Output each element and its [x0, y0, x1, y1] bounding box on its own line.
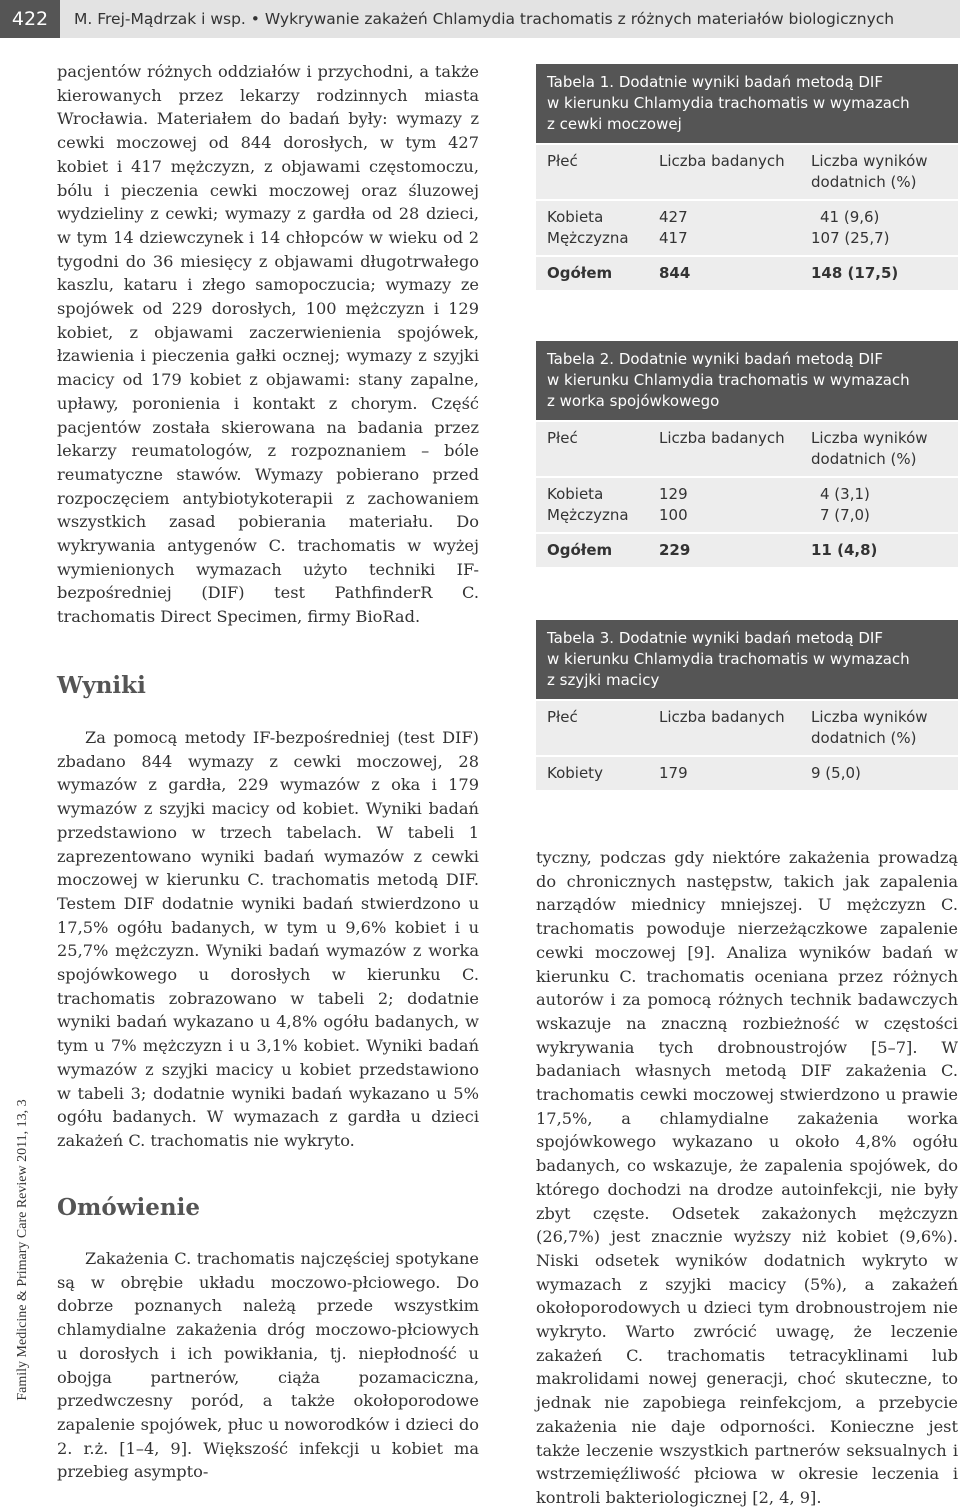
table-body: Kobiety 179 9 (5,0): [536, 755, 958, 790]
left-column-discussion: [57, 1247, 479, 1484]
table-2: [536, 341, 958, 567]
right-column-text: [536, 846, 958, 1510]
table-header-row: Płeć Liczba badanych Liczba wyników dodatnich (%): [536, 420, 958, 476]
table-header-row: Płeć Liczba badanych Liczba wyników dodatnich (%): [536, 699, 958, 755]
running-header: [0, 0, 960, 38]
page-number: 422: [0, 0, 60, 38]
table-caption: Tabela 3. Dodatnie wyniki badań metodą DIF w kierunku Chlamydia trachomatis w wymazach z szyjki macicy: [536, 620, 958, 699]
table-1: [536, 64, 958, 290]
running-title: M. Frej-Mądrzak i wsp. • Wykrywanie zakażeń Chlamydia trachomatis z różnych materiałów biologicznych: [60, 0, 960, 38]
table-caption: Tabela 2. Dodatnie wyniki badań metodą DIF w kierunku Chlamydia trachomatis w wymazach z worka spojówkowego: [536, 341, 958, 420]
discussion-paragraph: Zakażenia C. trachomatis najczęściej spotykane są w obrębie układu moczowo-płciowego. Do dobrze poznanych należą przede wszystkim chlamydialne zakażenia dróg moczowo-płciowych u dorosłych i ich powikłania, tj. niepłodność u obojga partnerów, ciąża pozamaciczna, przedwczesny poród, a także okołoporodowe zapalenie spojówek, płuc u noworodków i dzieci do 2. r.ż. [1–4, 9]. Większość infekcji u kobiet ma przebieg asympto-: [57, 1249, 479, 1482]
table-header-row: Płeć Liczba badanych Liczba wyników dodatnich (%): [536, 143, 958, 199]
left-column-results: [57, 726, 479, 1153]
results-paragraph: Za pomocą metody IF-bezpośredniej (test DIF) zbadano 844 wymazy z cewki moczowej, 28 wymazów z gardła, 229 wymazów z oka i 179 wymazów z szyjki macicy od kobiet. Wyniki badań przedstawiono w trzech tabelach. W tabeli 1 zaprezentowano wyniki badań wymazów z cewki moczowej w kierunku C. trachomatis metodą DIF. Testem DIF dodatnie wyniki badań stwierdzono u 17,5% ogółu badanych, w tym u 9,6% kobiet i u 25,7% mężczyzn. Wyniki badań wymazów z worka spojówkowego u dorosłych w kierunku C. trachomatis zobrazowano w tabeli 2; dodatnie wyniki badań wykazano u 4,8% ogółu badanych, w tym u 7% mężczyzn i u 3,1% kobiet. Wyniki badań wymazów z szyjki macicy u kobiet przedstawiono w tabeli 3; dodatnie wyniki badań wykazano u 5% ogółu badanych. W wymazach z gardła u dzieci zakażeń C. trachomatis nie wykryto.: [57, 728, 479, 1150]
journal-name: Family Medicine & Primary Care Review 2011, 13, 3: [15, 1099, 30, 1401]
table-total-row: Ogółem 844 148 (17,5): [536, 255, 958, 290]
table-body: Kobieta Mężczyzna 129 100 4 (3,1) 7 (7,0): [536, 476, 958, 532]
methods-paragraph: pacjentów różnych oddziałów i przychodni, a także kierowanych przez lekarzy rodzinnych miasta Wrocławia. Materiałem do badań były: wymazy z cewki moczowej od 844 dorosłych, w tym 427 kobiet i 417 mężczyzn, z objawami częstomoczu, bólu i pieczenia cewki moczowej oraz śluzowej wydzieliny z cewki; wymazy z gardła od 28 dzieci, w tym 14 dziewczynek i 14 chłopców w wieku od 2 tygodni do 36 miesięcy z objawami długotrwałego kaszlu, kataru i złego samopoczucia; wymazy ze spojówek od 229 dorosłych, 100 mężczyzn i 129 kobiet, z objawami zaczerwienienia spojówek, łzawienia i pieczenia gałki ocznej; wymazy z szyjki macicy od 179 kobiet z objawami: stany zapalne, upławy, poronienia i kontakt z chorym. Część pacjentów została skierowana na badania przez lekarzy reumatologów, z rozpoznaniem – bóle reumatyczne stawów. Wymazy pobierano przed rozpoczęciem antybiotykoterapii z zachowaniem wszystkich zasad pobierania materiału. Do wykrywania antygenów C. trachomatis w wyżej wymienionych wymazach użyto techniki IF-bezpośredniej (DIF) test PathfinderR C. trachomatis Direct Specimen, firmy BioRad.: [57, 62, 479, 627]
table-total-row: Ogółem 229 11 (4,8): [536, 532, 958, 567]
journal-sidebar: [8, 1060, 38, 1440]
table-body: Kobieta Mężczyzna 427 417 41 (9,6) 107 (25,7): [536, 199, 958, 255]
left-column-intro: [57, 60, 479, 629]
discussion-heading: Omówienie: [57, 1194, 200, 1221]
table-caption: Tabela 1. Dodatnie wyniki badań metodą DIF w kierunku Chlamydia trachomatis w wymazach z cewki moczowej: [536, 64, 958, 143]
discussion-continued-paragraph: tyczny, podczas gdy niektóre zakażenia prowadzą do chronicznych następstw, takich jak zapalenia narządów miednicy mniejszej. U mężczyzn C. trachomatis powoduje nierzeżączkowe zapalenie cewki moczowej [9]. Analiza wyników badań w kierunku C. trachomatis oceniana przez różnych autorów i za pomocą różnych technik badawczych wskazuje na znaczną rozbieżność w częstości wykrywania tych drobnoustrojów [5–7]. W badaniach własnych metodą DIF zakażenia C. trachomatis cewki moczowej stwierdzono u prawie 17,5%, a chlamydialne zakażenia worka spojówkowego wykazano u około 4,8% ogółu badanych, co wskazuje, że zapalenia spojówek, do którego dochodzi na drodze autoinfekcji, nie były zbyt częste. Odsetek zakażonych mężczyzn (26,7%) jest znacznie wyższy niż kobiet (9,6%). Niski odsetek wyników dodatnich wykryto w wymazach z szyjki macicy (5%), a zakażeń okołoporodowych u dzieci tym drobnoustrojem nie wykryto. Warto zwrócić uwagę, że leczenie zakażeń C. trachomatis tetracyklinami lub makrolidami nowej generacji, choć skuteczne, to jednak nie zapobiega reinfekcjom, a przebycie zakażenia nie daje odporności. Konieczne jest także leczenie wszystkich partnerów seksualnych i wstrzemięźliwość płciowa w okresie leczenia i kontroli bakteriologicznej [2, 4, 9].: [536, 848, 958, 1507]
table-3: [536, 620, 958, 790]
results-heading: Wyniki: [57, 672, 146, 699]
